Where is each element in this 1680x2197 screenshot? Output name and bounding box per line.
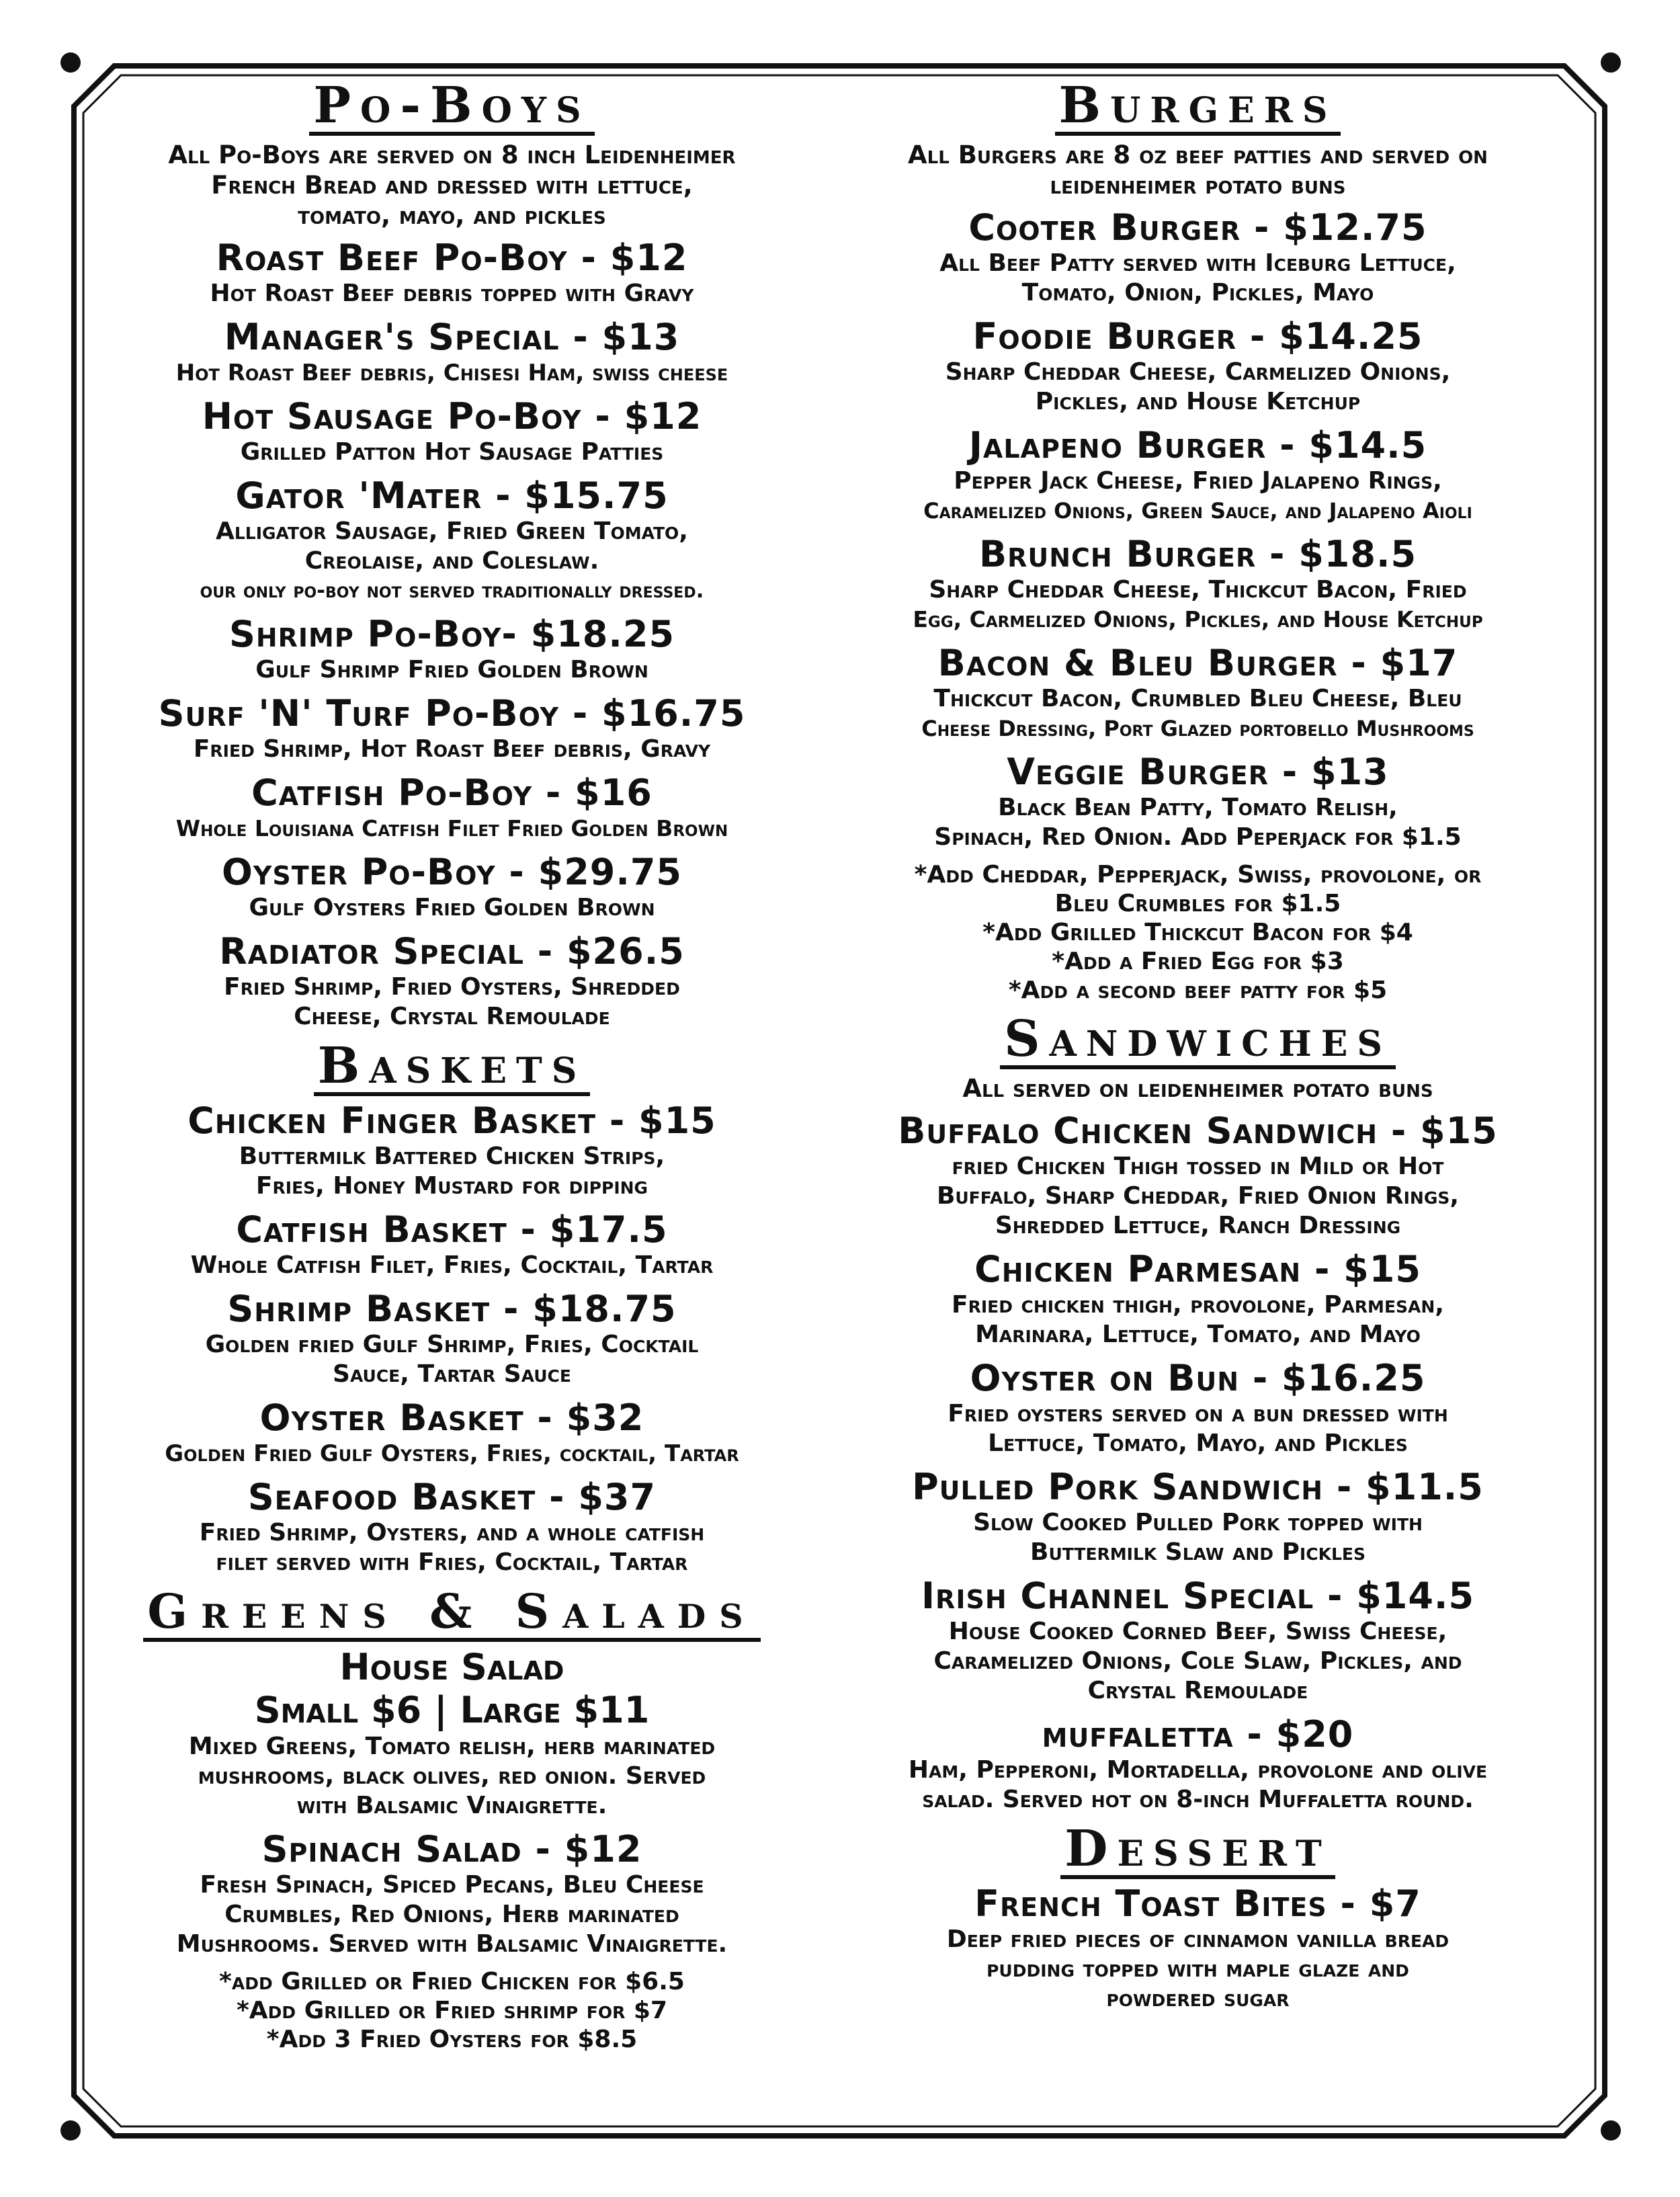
item-desc: Alligator Sausage, Fried Green Tomato,	[215, 517, 688, 545]
baskets-section	[87, 1037, 816, 1577]
item-name: Bacon & Bleu Burger - $17	[937, 642, 1458, 684]
item-name: Pulled Pork Sandwich - $11.5	[912, 1466, 1484, 1508]
item-desc: Tomato, Onion, Pickles, Mayo	[1021, 279, 1374, 306]
menu-item	[833, 316, 1562, 417]
item-name: French Toast Bites - $7	[974, 1882, 1421, 1925]
addon-note: *Add Grilled or Fried shrimp for $7	[236, 1997, 668, 2024]
item-name: Spinach Salad - $12	[261, 1828, 642, 1870]
item-name: Buffalo Chicken Sandwich - $15	[898, 1110, 1498, 1152]
item-desc: Golden fried Gulf Shrimp, Fries, Cocktail	[205, 1331, 699, 1358]
menu-item	[833, 751, 1562, 852]
item-desc: Hot Roast Beef debris topped with Gravy	[210, 280, 694, 307]
item-desc: Buttermilk Slaw and Pickles	[1030, 1538, 1366, 1566]
item-name: Hot Sausage Po-Boy - $12	[202, 395, 702, 438]
menu-item	[833, 642, 1562, 743]
item-name: muffaletta - $20	[1042, 1713, 1354, 1755]
menu-item	[833, 534, 1562, 634]
item-name: Brunch Burger - $18.5	[978, 533, 1417, 575]
item-desc: Hot Roast Beef debris, Chisesi Ham, swiss cheese	[175, 360, 728, 386]
menu-item	[833, 1110, 1562, 1241]
addon-note: *add Grilled or Fried Chicken for $6.5	[219, 1968, 685, 1995]
addon-note: Bleu Crumbles for $1.5	[1054, 890, 1341, 917]
burgers-section	[833, 79, 1562, 1005]
item-name: Catfish Basket - $17.5	[236, 1208, 668, 1251]
item-desc: Caramelized Onions, Green Sauce, and Jalapeno Aioli	[923, 498, 1472, 524]
item-desc: with Balsamic Vinaigrette.	[296, 1792, 607, 1819]
poboys-intro: All Po-Boys are served on 8 inch Leidenheimer French Bread and dressed with lettuce, tomato, mayo, and pickles	[168, 140, 736, 230]
sandwiches-heading: Sandwiches	[1000, 1013, 1396, 1069]
item-name: Catfish Po-Boy - $16	[251, 772, 653, 814]
item-desc: Pickles, and House Ketchup	[1035, 388, 1361, 415]
item-desc: pudding topped with maple glaze and	[986, 1955, 1409, 1983]
item-desc: Sharp Cheddar Cheese, Thickcut Bacon, Fried	[929, 576, 1467, 604]
item-desc: All Beef Patty served with Iceburg Lettuce,	[939, 249, 1456, 277]
item-desc: our only po-boy not served traditionally dressed.	[200, 579, 704, 603]
item-desc: Gulf Shrimp Fried Golden Brown	[255, 656, 648, 683]
right-column	[833, 79, 1562, 2022]
menu-item	[87, 614, 816, 685]
burger-addons	[833, 860, 1562, 1005]
menu-item	[87, 1829, 816, 1959]
item-desc: Pepper Jack Cheese, Fried Jalapeno Rings,	[954, 467, 1442, 495]
item-desc: Cheese, Crystal Remoulade	[294, 1003, 610, 1030]
menu-item	[833, 1466, 1562, 1567]
item-name: Oyster Po-Boy - $29.75	[221, 851, 683, 893]
item-name: Gator 'Mater - $15.75	[235, 474, 669, 517]
item-desc: Shredded Lettuce, Ranch Dressing	[995, 1212, 1401, 1239]
item-desc: Mushrooms. Served with Balsamic Vinaigrette.	[176, 1930, 728, 1958]
menu-item	[87, 237, 816, 308]
burgers-intro: All Burgers are 8 oz beef patties and served on leidenheimer potato buns	[908, 140, 1488, 200]
salads-heading: Greens & Salads	[143, 1585, 760, 1642]
item-desc: Sharp Cheddar Cheese, Carmelized Onions,	[945, 358, 1451, 386]
item-desc: Black Bean Patty, Tomato Relish,	[998, 794, 1398, 821]
item-desc: House Cooked Corned Beef, Swiss Cheese,	[948, 1618, 1447, 1645]
menu-item	[87, 396, 816, 467]
item-name: Shrimp Basket - $18.75	[227, 1288, 677, 1330]
menu-item	[87, 1477, 816, 1577]
item-desc: Thickcut Bacon, Crumbled Bleu Cheese, Bleu	[933, 685, 1462, 712]
menu-item	[833, 1575, 1562, 1706]
item-desc: Slow Cooked Pulled Pork topped with	[973, 1509, 1423, 1536]
salad-addons	[87, 1967, 816, 2054]
item-desc: Golden Fried Gulf Oysters, Fries, cocktail, Tartar	[165, 1440, 739, 1467]
item-name: Manager's Special - $13	[224, 316, 680, 358]
left-column	[87, 79, 816, 2062]
item-desc: Fried chicken thigh, provolone, Parmesan,	[952, 1291, 1444, 1319]
house-salad-price: Small $6 | Large $11	[254, 1689, 650, 1731]
item-desc: Creolaise, and Coleslaw.	[304, 547, 599, 575]
menu-item	[87, 475, 816, 606]
sandwiches-intro: All served on leidenheimer potato buns	[962, 1074, 1433, 1103]
item-desc: Whole Louisiana Catfish Filet Fried Golden Brown	[175, 815, 728, 841]
menu-item	[833, 1358, 1562, 1458]
sandwiches-section	[833, 1010, 1562, 1815]
item-desc: Crystal Remoulade	[1087, 1677, 1308, 1704]
item-name: Veggie Burger - $13	[1007, 751, 1389, 793]
item-desc: Caramelized Onions, Cole Slaw, Pickles, and	[933, 1647, 1462, 1675]
item-desc: Ham, Pepperoni, Mortadella, provolone and olive	[908, 1756, 1488, 1784]
menu-item	[833, 425, 1562, 526]
item-name: Radiator Special - $26.5	[219, 930, 685, 972]
item-desc: Marinara, Lettuce, Tomato, and Mayo	[975, 1321, 1421, 1348]
addon-note: *Add Cheddar, Pepperjack, Swiss, provolone, or	[914, 861, 1482, 888]
item-name: Oyster on Bun - $16.25	[970, 1357, 1426, 1399]
menu-item	[87, 1732, 816, 1821]
item-name: Roast Beef Po-Boy - $12	[216, 237, 688, 279]
addon-note: *Add Grilled Thickcut Bacon for $4	[982, 919, 1413, 946]
item-name: Chicken Parmesan - $15	[974, 1248, 1421, 1290]
item-desc: fried Chicken Thigh tossed in Mild or Hot	[952, 1153, 1444, 1180]
item-desc: powdered sugar	[1106, 1985, 1290, 2012]
item-name: Foodie Burger - $14.25	[972, 315, 1423, 358]
menu-item	[833, 1249, 1562, 1350]
item-desc: mushrooms, black olives, red onion. Served	[198, 1762, 706, 1790]
item-desc: Grilled Patton Hot Sausage Patties	[240, 438, 664, 466]
item-desc: Buttermilk Battered Chicken Strips,	[239, 1143, 665, 1170]
item-desc: Deep fried pieces of cinnamon vanilla bread	[946, 1925, 1450, 1953]
item-name: Jalapeno Burger - $14.5	[968, 424, 1427, 466]
item-name: Chicken Finger Basket - $15	[187, 1100, 716, 1142]
item-desc: Fresh Spinach, Spiced Pecans, Bleu Cheese	[200, 1871, 704, 1899]
house-salad-name: House Salad	[339, 1646, 564, 1688]
item-desc: Fried Shrimp, Hot Roast Beef debris, Gravy	[193, 735, 711, 763]
item-desc: Lettuce, Tomato, Mayo, and Pickles	[988, 1429, 1408, 1457]
item-desc: Fried Shrimp, Fried Oysters, Shredded	[224, 973, 680, 1001]
poboys-heading: Po-Boys	[309, 79, 594, 136]
addon-note: *Add 3 Fried Oysters for $8.5	[266, 2026, 638, 2053]
item-desc: Egg, Carmelized Onions, Pickles, and House Ketchup	[913, 606, 1483, 632]
salads-section	[87, 1585, 816, 2054]
menu-item	[87, 317, 816, 388]
menu-item	[87, 1397, 816, 1468]
baskets-heading: Baskets	[314, 1040, 591, 1096]
menu-item	[87, 1209, 816, 1280]
menu-item	[87, 772, 816, 843]
burgers-heading: Burgers	[1055, 79, 1341, 136]
item-name: Cooter Burger - $12.75	[968, 206, 1427, 249]
item-desc: Sauce, Tartar Sauce	[333, 1360, 571, 1388]
menu-item	[87, 1100, 816, 1201]
item-desc: Cheese Dressing, Port Glazed portobello Mushrooms	[921, 716, 1474, 741]
item-desc: Gulf Oysters Fried Golden Brown	[249, 894, 655, 921]
menu-item	[87, 693, 816, 764]
item-name: Shrimp Po-Boy- $18.25	[228, 613, 675, 655]
item-desc: Whole Catfish Filet, Fries, Cocktail, Tartar	[190, 1251, 714, 1279]
item-desc: Fried Shrimp, Oysters, and a whole catfish	[199, 1519, 705, 1546]
menu-item	[833, 207, 1562, 308]
item-desc: filet served with Fries, Cocktail, Tartar	[216, 1548, 688, 1576]
item-desc: Buffalo, Sharp Cheddar, Fried Onion Rings,	[936, 1182, 1460, 1210]
item-name: Irish Channel Special - $14.5	[921, 1575, 1475, 1617]
item-desc: salad. Served hot on 8-inch Muffaletta round.	[922, 1786, 1474, 1813]
addon-note: *Add a Fried Egg for $3	[1052, 948, 1344, 975]
menu-item	[87, 852, 816, 923]
item-name: Seafood Basket - $37	[247, 1476, 657, 1518]
item-desc: Fried oysters served on a bun dressed with	[948, 1400, 1448, 1427]
dessert-heading: Dessert	[1060, 1823, 1335, 1879]
menu-item	[87, 931, 816, 1032]
item-desc: Spinach, Red Onion. Add Peperjack for $1.5	[934, 823, 1462, 851]
menu-item	[833, 1883, 1562, 2014]
menu-item	[833, 1714, 1562, 1815]
item-desc: Mixed Greens, Tomato relish, herb marinated	[188, 1733, 716, 1760]
item-name: Surf 'N' Turf Po-Boy - $16.75	[158, 692, 746, 735]
item-desc: Crumbles, Red Onions, Herb marinated	[224, 1901, 679, 1928]
addon-note: *Add a second beef patty for $5	[1008, 977, 1388, 1004]
dessert-section	[833, 1820, 1562, 2014]
item-desc: Fries, Honey Mustard for dipping	[255, 1172, 648, 1200]
poboys-section	[87, 79, 816, 1032]
menu-item	[87, 1288, 816, 1389]
item-name: Oyster Basket - $32	[259, 1397, 644, 1439]
